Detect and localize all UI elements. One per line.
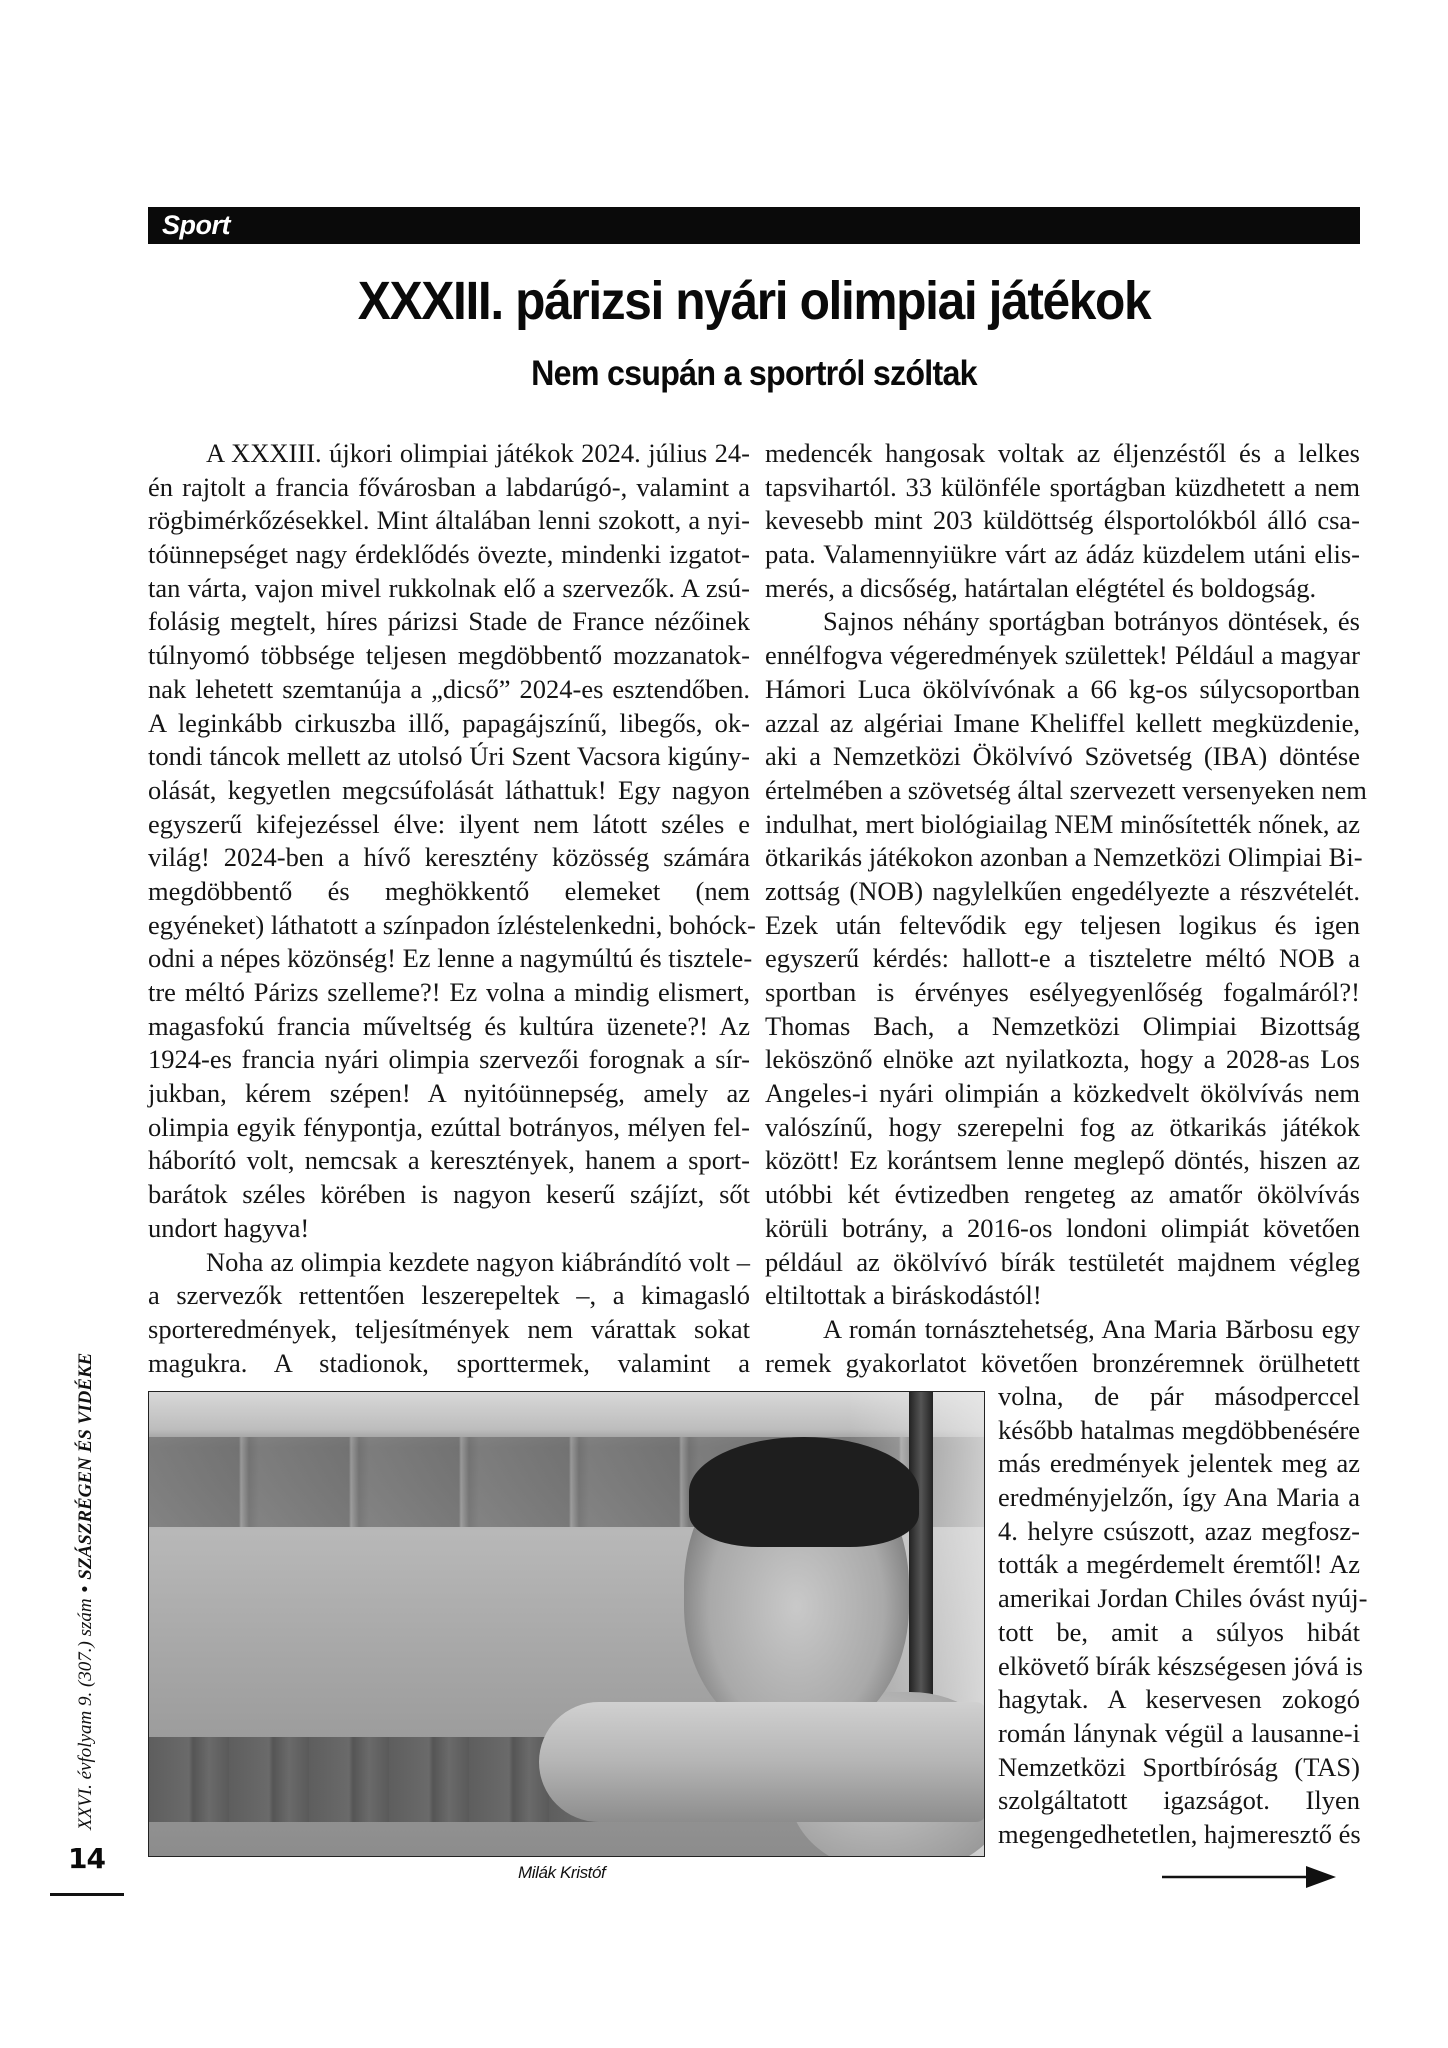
text-line: zottság (NOB) nagylelkűen engedélyezte a részvételét. xyxy=(765,875,1360,906)
publication-name: SZÁSZRÉGEN ÉS VIDÉKE xyxy=(75,1352,96,1580)
text-line: Angeles-i nyári olimpián a közkedvelt ökölvívás nem xyxy=(765,1078,1360,1109)
text-line: odni a népes közönség! Ez lenne a nagymúltú és tisztele- xyxy=(148,943,753,974)
text-line: hagytak. A keservesen zokogó xyxy=(998,1684,1360,1715)
text-line: túlnyomó többsége teljesen megdöbbentő mozzanatok- xyxy=(148,640,750,671)
text-line: magukra. A stadionok, sporttermek, valamint a xyxy=(148,1347,750,1378)
swimmer-arm xyxy=(539,1702,985,1822)
photo-caption: Milák Kristóf xyxy=(518,1863,606,1882)
text-line: megdöbbentő és meghökkentő elemeket (nem xyxy=(148,875,750,906)
article-column-left xyxy=(148,437,756,1380)
article-title: XXXIII. párizsi nyári olimpiai játékok xyxy=(357,271,1151,331)
publication-issue: XXVI. évfolyam 9. (307.) szám xyxy=(75,1598,96,1830)
section-label: Sport xyxy=(162,210,230,240)
separator-dot: • xyxy=(75,1585,96,1593)
text-line: háborító volt, nemcsak a keresztények, hanem a sport- xyxy=(148,1145,750,1176)
text-line: tották a megérdemelt éremtől! Az xyxy=(998,1549,1360,1580)
text-line: olását, kegyetlen megcsúfolását láthattuk! Egy nagyon xyxy=(148,774,750,805)
text-line: szolgáltatott igazságot. Ilyen xyxy=(998,1785,1360,1816)
text-line: a szervezők rettentően leszerepeltek –, a kimagasló xyxy=(148,1280,750,1311)
text-line: más eredmények jelentek meg az xyxy=(998,1448,1360,1479)
text-line: világ! 2024-ben a hívő keresztény közösség számára xyxy=(148,842,750,873)
text-line: tan várta, vajon mivel rukkolnak elő a szervezők. A zsú- xyxy=(148,572,750,603)
text-line: között! Ez korántsem lenne meglepő döntés, hiszen az xyxy=(765,1145,1360,1176)
text-line: utóbbi két évtizedben rengeteg az amatőr ökölvívás xyxy=(765,1179,1360,1210)
swimmer-photo xyxy=(148,1391,985,1857)
text-line: aki a Nemzetközi Ökölvívó Szövetség (IBA) döntése xyxy=(765,741,1360,772)
text-line: jukban, kérem szépen! A nyitóünnepség, amely az xyxy=(148,1078,750,1109)
text-line: A leginkább cirkuszba illő, papagájszínű, libegős, ok- xyxy=(148,707,750,738)
text-line: Ezek után feltevődik egy teljesen logikus és igen xyxy=(765,909,1360,940)
text-line: körüli botrány, a 2016-os londoni olimpiát követően xyxy=(765,1212,1360,1243)
page-number-rule xyxy=(50,1893,124,1896)
text-line: 4. helyre csúszott, azaz megfosz- xyxy=(998,1515,1360,1546)
text-line: Nemzetközi Sportbíróság (TAS) xyxy=(998,1751,1360,1782)
text-line: undort hagyva! xyxy=(148,1212,310,1243)
text-line: egyéneket) láthatott a színpadon ízléstelenkedni, bohóck- xyxy=(148,909,756,940)
text-line: tondi táncok mellett az utolsó Úri Szent Vacsora kigúny- xyxy=(148,741,750,772)
text-line: elkövető bírák készségesen jóvá is xyxy=(998,1650,1363,1681)
swimmer-hair xyxy=(689,1437,919,1547)
text-line: nak lehetett szemtanúja a „dicső” 2024-es esztendőben. xyxy=(148,673,750,704)
section-header-bar xyxy=(148,207,1360,244)
article-column-wrap xyxy=(998,1380,1368,1852)
text-line: rögbimérkőzésekkel. Mint általában lenni szokott, a nyi- xyxy=(148,505,750,536)
text-line: én rajtolt a francia fővárosban a labdarúgó-, valamint a xyxy=(148,471,750,502)
text-line: tott be, amit a súlyos hibát xyxy=(998,1616,1360,1647)
text-line: folásig megtelt, híres párizsi Stade de France nézőinek xyxy=(148,606,750,637)
text-line: egyszerű kérdés: hallott-e a tiszteletre méltó NOB a xyxy=(765,943,1360,974)
text-line: pata. Valamennyiükre várt az ádáz küzdelem utáni elis- xyxy=(765,539,1360,570)
arrow-right-icon xyxy=(1162,1865,1336,1889)
text-line: sportban is érvényes esélyegyenlőség fogalmáról?! xyxy=(765,977,1360,1007)
text-line: ennélfogva végeredmények születtek! Például a magyar xyxy=(765,640,1360,671)
text-line: volna, de pár másodperccel xyxy=(998,1381,1360,1411)
text-line: kevesebb mint 203 küldöttség élsportolókból álló csa- xyxy=(765,505,1360,536)
text-line: valószínű, hogy szerepelni fog az ötkarikás játékok xyxy=(765,1111,1360,1142)
text-line: 1924-es francia nyári olimpia szervezői forognak a sír- xyxy=(148,1044,750,1075)
text-line: eltiltottak a biráskodástól! xyxy=(765,1280,1042,1311)
article-subtitle: Nem csupán a sportról szóltak xyxy=(531,354,977,393)
text-line: barátok széles körében is nagyon keserű szájízt, sőt xyxy=(148,1179,750,1210)
text-line: később hatalmas megdöbbenésére xyxy=(998,1414,1360,1445)
text-line: A XXXIII. újkori olimpiai játékok 2024. július 24- xyxy=(206,438,750,468)
text-line: indulhat, mert biológiailag NEM minősítették nőnek, az xyxy=(765,808,1360,839)
text-line: egyszerű kifejezéssel élve: ilyent nem látott széles e xyxy=(148,808,750,839)
text-line: olimpia egyik fénypontja, ezúttal botrányos, mélyen fel- xyxy=(148,1111,750,1142)
text-line: remek gyakorlatot követően bronzéremnek örülhetett xyxy=(765,1347,1360,1378)
text-line: merés, a dicsőség, határtalan elégtétel és boldogság. xyxy=(765,572,1317,603)
text-line: Noha az olimpia kezdete nagyon kiábrándító volt – xyxy=(206,1246,750,1277)
text-line: tre méltó Párizs szelleme?! Ez volna a mindig elismert, xyxy=(148,977,750,1007)
text-line: amerikai Jordan Chiles óvást nyúj- xyxy=(998,1583,1368,1614)
text-line: megengedhetetlen, hajmeresztő és xyxy=(998,1818,1361,1849)
text-line: értelmében a szövetség által szervezett versenyeken nem xyxy=(765,774,1367,805)
text-line: tapsvihartól. 33 különféle sportágban küzdhetett a nem xyxy=(765,471,1360,502)
article-column-right xyxy=(765,437,1367,1380)
text-line: Sajnos néhány sportágban botrányos döntések, és xyxy=(823,606,1360,637)
text-line: leköszönő elnöke azt nyilatkozta, hogy a 2028-as Los xyxy=(765,1044,1360,1075)
text-line: Thomas Bach, a Nemzetközi Olimpiai Bizottság xyxy=(765,1010,1360,1041)
text-line: Hámori Luca ökölvívónak a 66 kg-os súlycsoportban xyxy=(765,673,1360,704)
page-number: 14 xyxy=(68,1842,105,1875)
text-line: ötkarikás játékokon azonban a Nemzetközi Olimpiai Bi- xyxy=(765,842,1363,873)
text-line: tóünnepséget nagy érdeklődés övezte, mindenki izgatot- xyxy=(148,539,750,570)
text-line: A román tornásztehetség, Ana Maria Bărbosu egy xyxy=(823,1313,1360,1344)
text-line: azzal az algériai Imane Kheliffel kellett megküzdenie, xyxy=(765,707,1360,738)
publication-footer-vertical xyxy=(74,1278,98,1830)
text-line: eredményjelzőn, így Ana Maria a xyxy=(998,1482,1360,1513)
text-line: sporteredmények, teljesítmények nem várattak sokat xyxy=(148,1313,750,1344)
text-line: medencék hangosak voltak az éljenzéstől és a lelkes xyxy=(765,438,1360,468)
text-line: román lánynak végül a lausanne-i xyxy=(998,1717,1360,1748)
text-line: magasfokú francia műveltség és kultúra üzenete?! Az xyxy=(148,1010,750,1041)
text-line: például az ökölvívó bírák testületét majdnem végleg xyxy=(765,1246,1360,1277)
